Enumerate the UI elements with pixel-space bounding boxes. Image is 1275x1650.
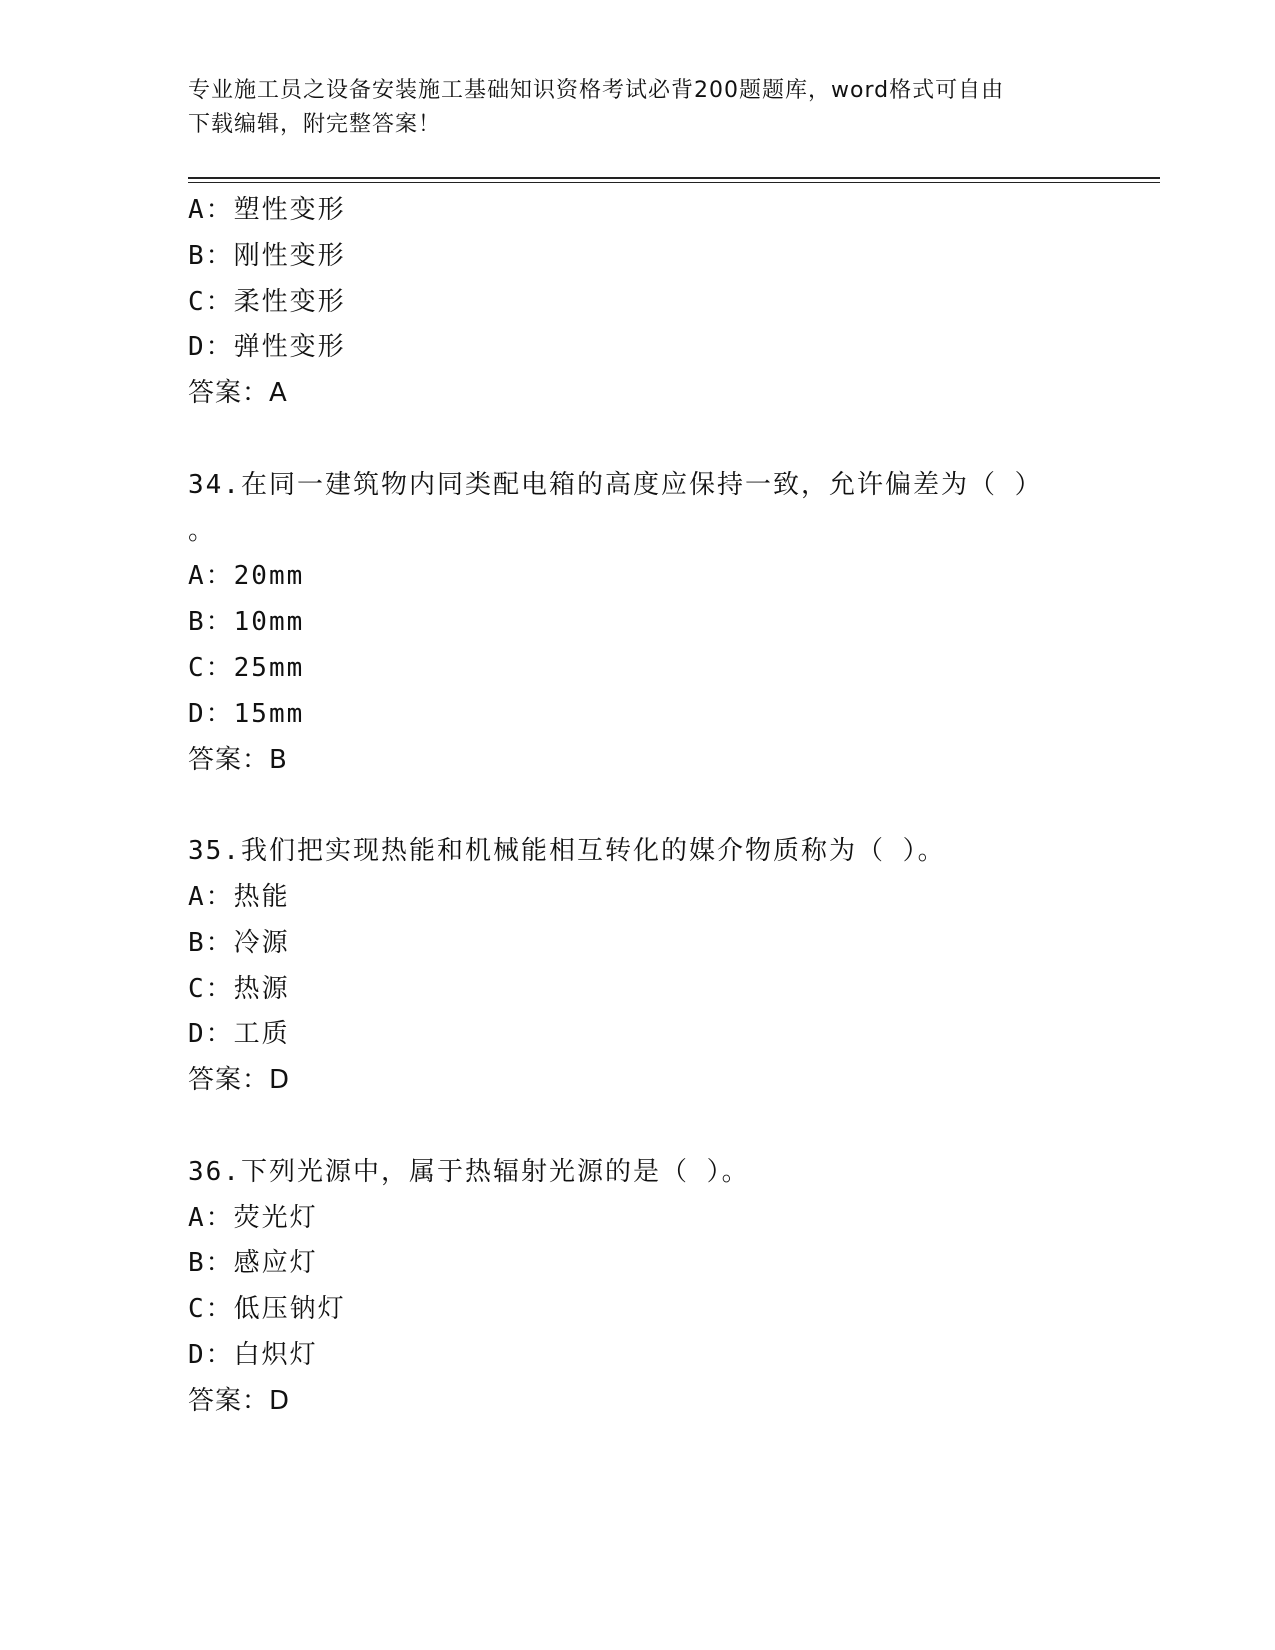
option-c: C：低压钠灯: [188, 1294, 346, 1325]
question-34: [188, 463, 1088, 784]
question-35: [188, 829, 1088, 1104]
question-stem-continued: 。: [188, 515, 217, 546]
option-a: A：塑性变形: [188, 195, 346, 225]
option-c: C：25mm: [188, 652, 305, 683]
option-b: B：10mm: [188, 607, 305, 638]
document-header: [188, 74, 1068, 142]
option-b: B：冷源: [188, 927, 290, 958]
question-stem: 36.下列光源中，属于热辐射光源的是（ ）。: [188, 1156, 750, 1187]
option-d: D：弹性变形: [188, 332, 346, 363]
header-divider-thin: [188, 182, 1160, 183]
option-b: B：感应灯: [188, 1248, 318, 1279]
option-d: D：白炽灯: [188, 1339, 318, 1370]
answer: 答案：B: [188, 744, 288, 775]
answer: 答案：D: [188, 1065, 291, 1096]
question-36: [188, 1150, 1088, 1425]
question-stem: 34.在同一建筑物内同类配电箱的高度应保持一致，允许偏差为（ ）: [188, 469, 1043, 500]
answer: 答案：D: [188, 1385, 291, 1416]
option-a: A：20mm: [188, 561, 305, 592]
option-d: D：15mm: [188, 698, 305, 729]
header-line-2: 下载编辑，附完整答案！: [188, 112, 442, 137]
question-33: [188, 188, 1088, 417]
option-c: C：柔性变形: [188, 286, 346, 317]
question-list: [188, 188, 1088, 1425]
header-line-1: 专业施工员之设备安装施工基础知识资格考试必背200题题库，word格式可自由: [188, 78, 1005, 103]
option-b: B：刚性变形: [188, 240, 346, 271]
option-c: C：热源: [188, 973, 290, 1004]
option-a: A：热能: [188, 881, 290, 912]
header-divider: [188, 177, 1160, 179]
option-a: A：荧光灯: [188, 1202, 318, 1233]
answer: 答案：A: [188, 378, 288, 409]
question-stem: 35.我们把实现热能和机械能相互转化的媒介物质称为（ ）。: [188, 836, 946, 867]
option-d: D：工质: [188, 1019, 290, 1050]
